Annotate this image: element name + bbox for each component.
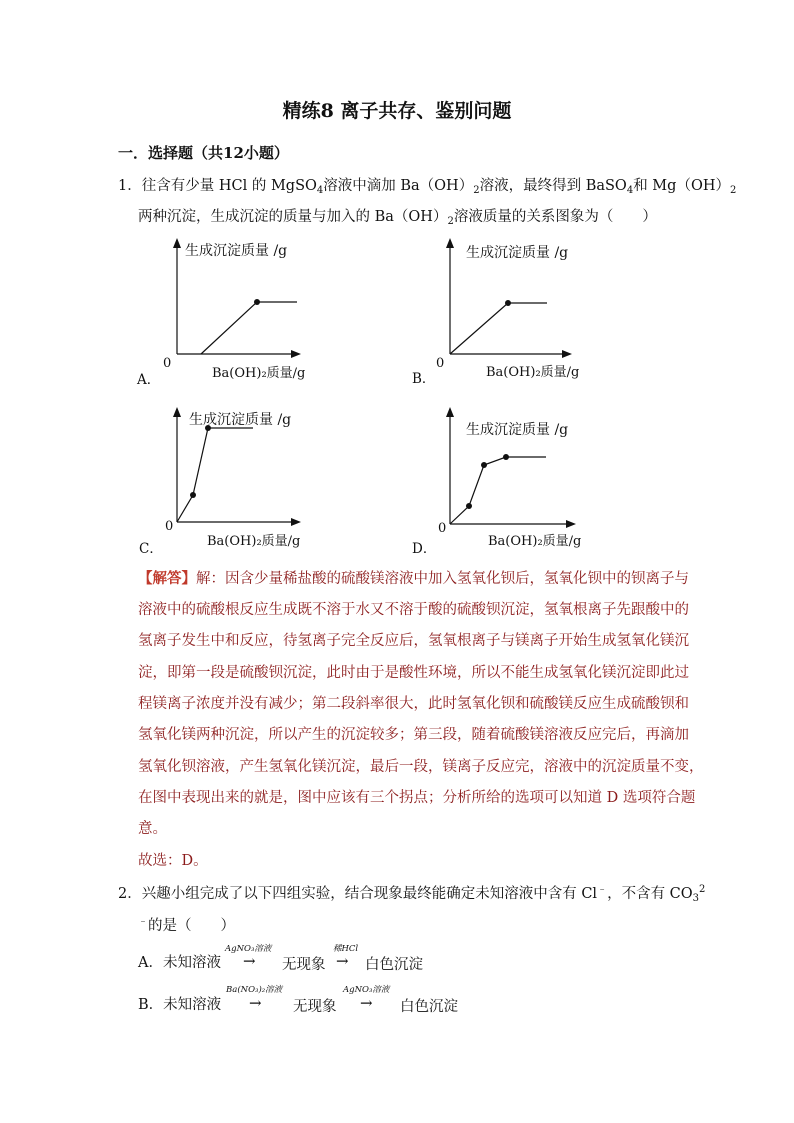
option-d-label: D． — [412, 541, 437, 557]
q2-option-a-end: 白色沉淀 — [365, 957, 423, 973]
option-c-chart[interactable] — [135, 405, 335, 557]
origin-label: 0 — [436, 356, 445, 371]
y-axis-arrow — [173, 407, 181, 417]
q2-text-a: 兴趣小组完成了以下四组实验，结合现象最终能确定未知溶液中含有 Cl — [141, 886, 598, 902]
q1-sub1: 4 — [316, 185, 324, 196]
q2-line2 — [138, 912, 235, 935]
turning-point-1 — [466, 503, 472, 509]
q2-option-b-start[interactable]: B．未知溶液 — [138, 997, 222, 1013]
q1-line2-sub: 2 — [447, 216, 454, 227]
q2-sup2: 2 — [699, 884, 706, 895]
q1-number: 1． — [118, 178, 142, 194]
page-title: 精练8 离子共存、鉴别问题 — [282, 100, 512, 122]
y-axis-label: 生成沉淀质量 /g — [185, 243, 288, 259]
q2-sub: 3 — [692, 893, 700, 904]
x-axis-label: Ba(OH)₂质量/g — [212, 366, 306, 381]
curve — [177, 428, 253, 522]
option-d-chart[interactable] — [410, 405, 610, 557]
answer-line-4: 淀，即第一段是硫酸钡沉淀，此时由于是酸性环境，所以不能生成氢氧化镁沉淀即此过 — [138, 665, 689, 681]
answer-text-1: 解：因含少量稀盐酸的硫酸镁溶液中加入氢氧化钡后，氢氧化钡中的钡离子与 — [196, 571, 689, 587]
x-axis-label: Ba(OH)₂质量/g — [207, 534, 301, 549]
curve — [201, 302, 297, 354]
curve — [450, 303, 547, 354]
q2-option-a-mid: 无现象 — [282, 957, 326, 973]
q1-sub4: 2 — [729, 185, 737, 196]
q2-line1 — [118, 880, 705, 904]
q1-text-a: 往含有少量 HCl 的 MgSO — [141, 178, 317, 194]
q2-option-a-reagent-1: AgNO₃溶液 — [225, 944, 272, 954]
origin-label: 0 — [438, 521, 447, 536]
q2-line2-text: 的是（ ） — [148, 918, 235, 934]
turning-point-3 — [503, 454, 509, 460]
y-axis-label: 生成沉淀质量 /g — [466, 422, 569, 438]
q1-sub2: 2 — [473, 185, 480, 196]
option-a-chart[interactable] — [135, 236, 335, 386]
x-axis-arrow — [291, 518, 301, 526]
turning-point — [254, 299, 260, 305]
answer-line-6: 氢氧化镁两种沉淀，所以产生的沉淀较多；第三段，随着硫酸镁溶液反应完后，再滴加 — [138, 727, 689, 743]
q1-line2 — [138, 205, 657, 227]
q2-option-a-start[interactable]: A．未知溶液 — [138, 955, 221, 971]
y-axis-arrow — [446, 238, 454, 248]
origin-label: 0 — [165, 519, 174, 534]
answer-line-1 — [138, 567, 689, 588]
turning-point-2 — [481, 462, 487, 468]
q2-option-a-reagent-2: 稀HCl — [333, 944, 359, 954]
q2-sup: ﹣ — [597, 884, 608, 895]
x-axis-arrow — [566, 520, 576, 528]
q2-option-b-reagent-1: Ba(NO₃)₂溶液 — [226, 985, 283, 995]
x-axis-label: Ba(OH)₂质量/g — [488, 534, 582, 549]
answer-choice: 故选：D。 — [138, 853, 208, 869]
option-b-label: B． — [412, 371, 436, 387]
q1-line2-a: 两种沉淀，生成沉淀的质量与加入的 Ba（OH） — [138, 209, 448, 225]
answer-line-3: 氢离子发生中和反应，待氢离子完全反应后，氢氧根离子与镁离子开始生成氢氧化镁沉 — [138, 633, 689, 649]
turning-point — [505, 300, 511, 306]
q2-option-b-end: 白色沉淀 — [400, 999, 458, 1015]
answer-line-8: 在图中表现出来的就是，图中应该有三个拐点；分析所给的选项可以知道 D 选项符合题 — [138, 790, 696, 806]
q2-line2-sup: ﹣ — [138, 916, 148, 927]
y-axis-label: 生成沉淀质量 /g — [189, 412, 292, 428]
answer-line-2: 溶液中的硫酸根反应生成既不溶于水又不溶于酸的硫酸钡沉淀，氢氧根离子先跟酸中的 — [138, 602, 689, 618]
q2-text-b: ，不含有 CO — [607, 886, 693, 902]
arrow-icon: → — [243, 952, 256, 970]
option-b-chart[interactable] — [410, 236, 610, 386]
y-axis-arrow — [173, 238, 181, 248]
q1-sub3: 4 — [626, 185, 634, 196]
q2-number: 2． — [118, 886, 142, 902]
q1-text-c: 溶液，最终得到 BaSO — [479, 178, 627, 194]
y-axis-arrow — [446, 407, 454, 417]
arrow-icon: → — [336, 952, 349, 970]
q1-text-b: 溶液中滴加 Ba（OH） — [323, 178, 474, 194]
q1-line1 — [118, 174, 736, 196]
section-heading: 一．选择题（共12小题） — [118, 144, 289, 162]
answer-line-7: 氢氧化钡溶液，产生氢氧化镁沉淀，最后一段，镁离子反应完，溶液中的沉淀质量不变， — [138, 759, 704, 775]
x-axis-label: Ba(OH)₂质量/g — [486, 365, 580, 380]
q2-option-b-reagent-2: AgNO₃溶液 — [343, 985, 390, 995]
origin-label: 0 — [163, 356, 172, 371]
arrow-icon: → — [249, 994, 262, 1012]
curve — [450, 457, 546, 524]
turning-point-1 — [190, 492, 196, 498]
answer-line-9: 意。 — [138, 821, 167, 837]
option-c-label: C． — [139, 541, 163, 557]
q2-option-b-mid: 无现象 — [293, 999, 337, 1015]
arrow-icon: → — [360, 994, 373, 1012]
x-axis-arrow — [291, 350, 301, 358]
q1-line2-b: 溶液质量的关系图象为（ ） — [453, 209, 657, 225]
y-axis-label: 生成沉淀质量 /g — [466, 245, 569, 261]
option-a-label: A． — [137, 372, 161, 388]
q1-text-d: 和 Mg（OH） — [633, 178, 730, 194]
answer-tag: 【解答】 — [138, 570, 196, 587]
x-axis-arrow — [562, 350, 572, 358]
answer-line-5: 程镁离子浓度并没有减少；第二段斜率很大，此时氢氧化钡和硫酸镁反应生成硫酸钡和 — [138, 696, 689, 712]
